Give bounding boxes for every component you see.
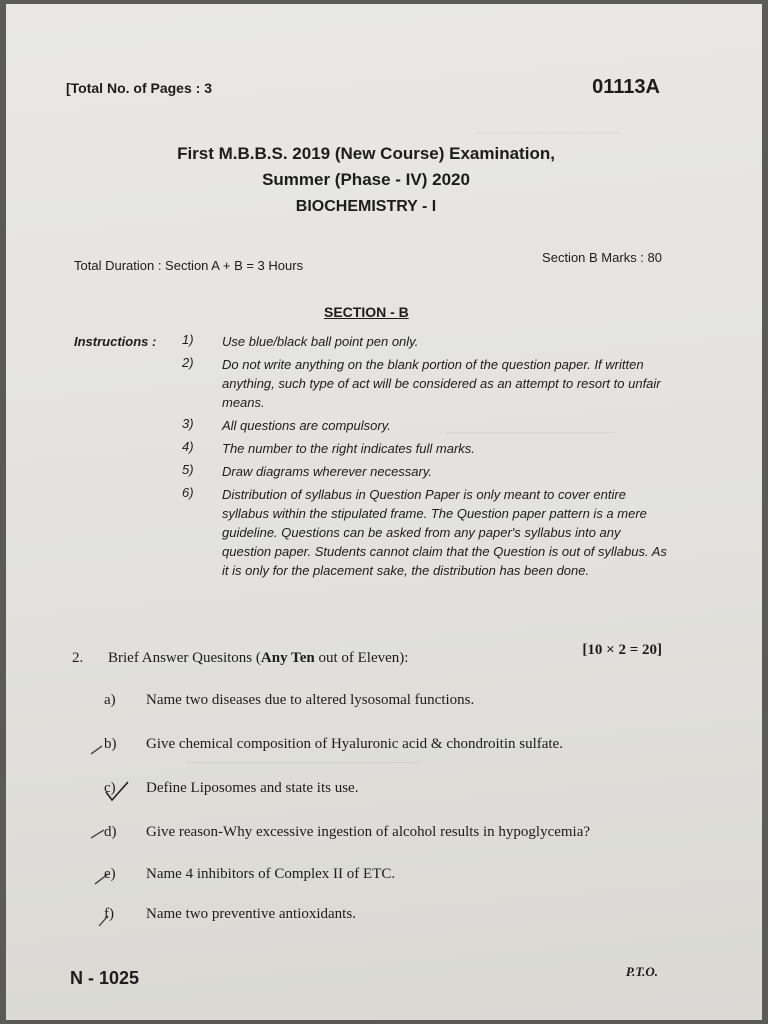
pen-mark-icon: [94, 872, 110, 886]
instruction-number: 1): [182, 332, 194, 347]
subject-title: BIOCHEMISTRY - I: [295, 198, 437, 215]
instruction-number: 4): [182, 439, 194, 454]
section-heading: SECTION - B: [324, 304, 409, 320]
subquestion-text: Name two diseases due to altered lysosomal functions.: [146, 692, 475, 708]
reverse-side-bleed: —————————————: [446, 424, 615, 439]
instruction-text: Do not write anything on the blank portion of the question paper. If written anything, such type of act will be considered as an attempt to resort to unfair means.: [222, 357, 661, 410]
instruction-text: All questions are compulsory.: [222, 418, 391, 433]
instruction-item: [182, 462, 672, 481]
exam-title: First M.B.B.S. 2019 (New Course) Examination,: [177, 144, 555, 163]
instruction-number: 2): [182, 355, 194, 370]
total-pages: [Total No. of Pages : 3: [66, 80, 212, 96]
question-suffix: out of Eleven):: [314, 650, 409, 666]
question-bold: Any Ten: [260, 650, 315, 666]
subquestion-text: Give reason-Why excessive ingestion of alcohol results in hypoglycemia?: [146, 824, 591, 840]
subquestion: [104, 824, 590, 841]
subquestion-text: Name 4 inhibitors of Complex II of ETC.: [146, 866, 396, 882]
instruction-text: Draw diagrams wherever necessary.: [222, 464, 432, 479]
reverse-side-bleed: ———————————: [476, 124, 619, 139]
instruction-text: Distribution of syllabus in Question Paper is only meant to cover entire syllabus within the stipulated frame. The Question paper pattern is a mere guideline. Questions can be asked from any paper's syllabus into any question paper. Students cannot claim that the Question is out of syllabus. As it is only for the placement sake, the distribution has been done.: [222, 487, 667, 578]
instruction-number: 6): [182, 485, 194, 500]
pto-label: P.T.O.: [625, 964, 658, 979]
subquestion-letter: f): [104, 906, 114, 922]
instructions-label: Instructions :: [74, 334, 157, 349]
instruction-number: 5): [182, 462, 194, 477]
subquestion-text: Define Liposomes and state its use.: [146, 780, 359, 796]
paper-code: 01113A: [592, 76, 660, 98]
instructions-list: [182, 332, 672, 584]
instruction-item: [182, 355, 672, 412]
reverse-side-bleed: ——————————————————: [186, 754, 420, 769]
instruction-item: [182, 485, 672, 580]
instruction-text: Use blue/black ball point pen only.: [222, 334, 419, 349]
question-heading: [72, 650, 408, 667]
check-mark-icon: [104, 780, 130, 802]
exam-paper: [6, 4, 762, 1020]
footer-code: N - 1025: [70, 968, 140, 988]
total-duration: Total Duration : Section A + B = 3 Hours: [74, 258, 304, 273]
subquestion-text: Name two preventive antioxidants.: [146, 906, 356, 922]
subquestion-letter: e): [104, 866, 116, 882]
instruction-item: [182, 416, 672, 435]
pen-mark-icon: [98, 914, 110, 928]
subquestion-text: Give chemical composition of Hyaluronic acid & chondroitin sulfate.: [146, 736, 563, 752]
instruction-text: The number to the right indicates full marks.: [222, 441, 475, 456]
subquestion-letter: d): [104, 824, 117, 840]
subquestion: [104, 866, 395, 883]
subquestion-letter: b): [104, 736, 117, 752]
subquestion: [104, 736, 563, 753]
subquestion-letter: a): [104, 692, 116, 708]
subquestion-letter: c): [104, 780, 116, 796]
instruction-item: [182, 332, 672, 351]
subquestion: [104, 780, 358, 797]
subquestion: [104, 906, 356, 923]
instruction-number: 3): [182, 416, 194, 431]
question-prefix: Brief Answer Quesitons (: [108, 650, 261, 666]
exam-session: Summer (Phase - IV) 2020: [262, 170, 470, 189]
question-number: 2.: [72, 650, 84, 666]
instruction-item: [182, 439, 672, 458]
subquestion: [104, 692, 474, 709]
pen-mark-icon: [90, 744, 104, 756]
pen-mark-icon: [90, 828, 106, 840]
section-marks: Section B Marks : 80: [542, 250, 662, 265]
question-marks: [10 × 2 = 20]: [582, 642, 662, 658]
